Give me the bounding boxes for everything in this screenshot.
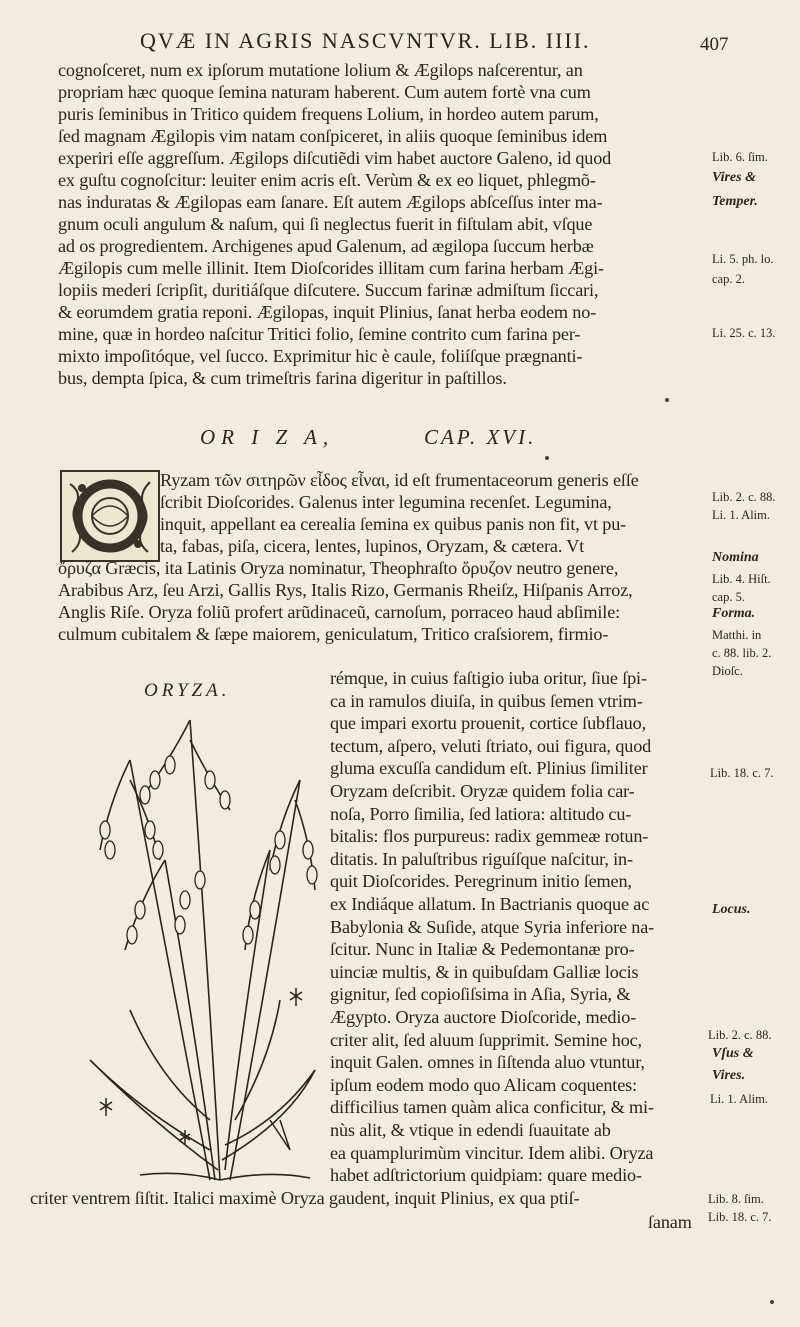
text-line: Arabibus Arz, ſeu Arzi, Gallis Rys, Italis Rizo, Germanis Rheiſz, Hiſpanis Arroz, <box>58 580 633 600</box>
chapter-number: CAP. XVI. <box>424 425 537 449</box>
text-line: bitalis: flos purpureus: radix gemmeæ rotun- <box>330 826 649 847</box>
text-line: inquit, appellant ea cerealia ſemina ex quibus panis non fit, vt pu- <box>160 514 627 534</box>
text-line: puris ſeminibus in Tritico quidem frequens Lolium, in hordeo autem parum, <box>58 104 599 124</box>
text-line: uinciæ multis, & in quibuſdam Galliæ locis <box>330 961 639 982</box>
text-line: ipſum eodem modo quo Alicam coquentes: <box>330 1074 637 1095</box>
text-line: ea quamplurimùm vincitur. Idem alibi. Oryza <box>330 1142 654 1163</box>
text-line: criter ventrem ſiſtit. Italici maximè Oryza gaudent, inquit Plinius, ex qua ptiſ- <box>30 1188 580 1208</box>
text-line: ex guſtu cognoſcitur: leuiter enim acris eſt. Verùm & ex eo liquet, phlegmõ- <box>58 170 596 190</box>
margin-note: Lib. 18. c. 7. <box>708 1210 772 1224</box>
chapter-heading: OR I Z A, <box>200 425 335 449</box>
text-line: ad os progredientem. Archigenes apud Galenum, ad ægilopa ſuccum herbæ <box>58 236 594 256</box>
text-line: rémque, in cuius faſtigio iuba oritur, ſiue ſpi- <box>330 668 647 688</box>
margin-note: Locus. <box>712 902 751 917</box>
ink-speck <box>545 456 549 460</box>
text-line: nùs alit, & vtique in edendi ſuauitate ab <box>330 1120 611 1140</box>
text-line: ditatis. In paluſtribus riguíſque naſcitur, in- <box>330 848 633 869</box>
margin-note: cap. 5. <box>712 590 745 604</box>
page-number: 407 <box>700 34 729 55</box>
margin-note: Dioſc. <box>712 664 743 678</box>
margin-note: Nomina <box>712 550 759 565</box>
margin-note: Li. 1. Alim. <box>710 1092 768 1106</box>
text-line: habet adſtrictorium quidpiam: quare medio- <box>330 1165 642 1186</box>
text-line: ſcribit Dioſcorides. Galenus inter legumina recenſet. Legumina, <box>160 492 612 512</box>
margin-note: Lib. 18. c. 7. <box>710 766 774 780</box>
text-line: Babylonia & Suſide, atque Syria inferiore na- <box>330 916 655 937</box>
text-line: Ryzam τῶν σιτηρῶν εἶδος εἶναι, id eſt frumentaceorum generis eſſe <box>160 470 639 490</box>
text-line: propriam hæc quoque ſemina naturam haberent. Cum autem fortè vna cum <box>58 82 591 102</box>
margin-note: Lib. 6. ſim. <box>712 150 768 164</box>
text-line: mine, quæ in hordeo naſcitur Tritici folio, ſemine contrito cum farina per- <box>58 324 581 344</box>
margin-note: Temper. <box>712 194 758 209</box>
text-line: ta, fabas, piſa, cicera, lentes, lupinos, Oryzam, & cætera. Vt <box>160 536 585 556</box>
margin-note: Vires & <box>712 170 756 185</box>
text-line: Ægilopis cum melle illinit. Item Dioſcorides illitam cum farina herbam Ægi- <box>58 258 604 278</box>
text-line: gignitur, ſed copioſiſsima in Aſia, Syria, & <box>330 984 631 1005</box>
margin-note: c. 88. lib. 2. <box>712 646 772 660</box>
margin-note: Lib. 2. c. 88. <box>708 1028 772 1042</box>
text-line: ὄρυζα Græcis, ita Latinis Oryza nominatur, Theophraſto ὄρυζον neutro genere, <box>58 558 619 578</box>
text-line: & eorumdem gratia reponi. Ægilopas, inquit Plinius, ſanat herba eodem no- <box>58 302 597 322</box>
margin-note: Vſus & <box>712 1046 754 1061</box>
margin-note: Lib. 4. Hiſt. <box>712 572 771 586</box>
text-line: ſed magnam Ægilopis vim natam conſpiceret, in aliis quoque ſeminibus idem <box>58 126 608 146</box>
text-line: noſa, Porro ſimilia, ſed latiora: altitudo cu- <box>330 803 632 824</box>
text-line: Ægypto. Oryza auctore Dioſcoride, medio- <box>330 1007 637 1027</box>
margin-note: Matthi. in <box>712 628 762 642</box>
margin-note: Li. 1. Alim. <box>712 508 770 522</box>
text-line: difficilius tamen quàm alica conficitur, & mi- <box>330 1097 654 1118</box>
text-line: bus, dempta ſpica, & cum trimeſtris farina digeritur in paſtillos. <box>58 368 507 388</box>
text-line: Oryzam deſcribit. Oryzæ quidem folia car- <box>330 781 635 801</box>
margin-note: Lib. 8. ſim. <box>708 1192 764 1206</box>
text-line: inquit Galen. omnes in ſiſtenda aluo vtuntur, <box>330 1052 645 1073</box>
text-line: que impari exortu prouenit, cortice ſubflauo, <box>330 713 646 734</box>
ink-speck <box>770 1300 774 1304</box>
text-line: nas induratas & Ægilopas eam ſanare. Eſt autem Ægilops abſceſſus inter ma- <box>58 192 603 212</box>
margin-note: cap. 2. <box>712 272 745 286</box>
text-line: mixto impoſitóque, vel ſucco. Exprimitur hic è caule, foliíſque prægnanti- <box>58 346 583 366</box>
figure-caption: ORYZA. <box>144 680 231 701</box>
text-line: cognoſceret, num ex ipſorum mutatione lolium & Ægilops naſcerentur, an <box>58 60 583 80</box>
text-line: criter alit, ſed aluum ſupprimit. Semine hoc, <box>330 1029 642 1050</box>
text-line: gnum oculi angulum & naſum, qui ſi neglectus fuerit in fiſtulam abit, vſque <box>58 214 593 234</box>
text-line: tectum, aſpero, veluti ſtriato, oui figura, quod <box>330 735 652 756</box>
text-line: experiri eſſe aggreſſum. Ægilops diſcutiẽdi vim habet auctore Galeno, id quod <box>58 148 612 168</box>
margin-note: Lib. 2. c. 88. <box>712 490 776 504</box>
running-title: QVÆ IN AGRIS NASCVNTVR. LIB. IIII. <box>140 28 591 53</box>
text-line: lopiis mederi ſcripſit, duritiáſque diſcutere. Succum farinæ admiſtum ſiccari, <box>58 280 599 300</box>
text-line: ca in ramulos diuiſa, in quibus ſemen vtrim- <box>330 690 643 711</box>
text-line: Anglis Riſe. Oryza foliũ profert arũdinaceũ, carnoſum, porraceo haud abſimile: <box>58 602 621 622</box>
text-line: culmum cubitalem & ſæpe maiorem, geniculatum, Tritico craſsiorem, firmio- <box>58 624 609 644</box>
text-line: quit Dioſcorides. Peregrinum initio ſemen, <box>330 871 632 892</box>
margin-note: Forma. <box>712 606 756 621</box>
margin-note: Vires. <box>712 1068 746 1083</box>
rice-plant-illustration <box>70 700 320 1190</box>
ornament-icon <box>62 472 158 560</box>
ink-speck <box>665 398 669 402</box>
decorated-initial-o <box>60 470 160 562</box>
text-line: gluma excuſſa candidum eſt. Plinius ſimiliter <box>330 758 648 779</box>
text-line: ſcitur. Nunc in Italiæ & Pedemontanæ pro- <box>330 939 635 960</box>
margin-note: Li. 25. c. 13. <box>712 326 776 340</box>
text-line: ex Indiáque allatum. In Bactrianis quoque ac <box>330 894 650 914</box>
text-line: ſanam <box>648 1212 692 1232</box>
margin-note: Li. 5. ph. lo. <box>712 252 774 266</box>
